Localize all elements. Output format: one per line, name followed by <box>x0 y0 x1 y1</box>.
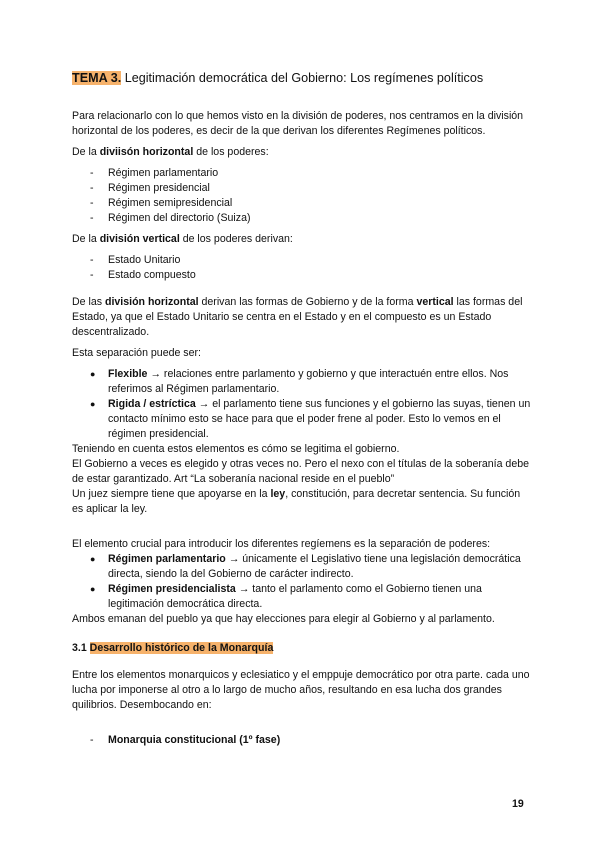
list-item: - Estado compuesto <box>90 269 196 281</box>
list-item: ● Régimen presidencialista → tanto el parlamento como el Gobierno tienen una legitimación democrática directa. <box>90 583 482 610</box>
formas-b1: división horizontal <box>104 296 199 308</box>
item-bold: Régimen parlamentario <box>108 553 226 565</box>
vertical-list <box>72 253 532 283</box>
title-tag: TEMA 3. <box>72 71 122 85</box>
vertical-heading <box>72 232 532 247</box>
item-bold: Rigida / estríctica <box>108 398 196 410</box>
title-text: Legitimación democrática del Gobierno: Los regímenes políticos <box>124 71 484 85</box>
item-text: → únicamente el Legislativo tiene una legislación democrática directa, siendo la del Gobierno de carácter indirecto. <box>108 553 521 580</box>
vertical-bold: división vertical <box>99 233 180 245</box>
list-item-text: Régimen semipresidencial <box>108 197 233 209</box>
vertical-post: de los poderes derivan: <box>179 233 293 245</box>
list-item: - Régimen semipresidencial <box>90 197 233 209</box>
formas-paragraph <box>72 295 532 340</box>
crucial-outro: Ambos emanan del pueblo ya que hay elecciones para elegir al Gobierno y al parlamento. <box>72 613 495 625</box>
monarquia-list <box>72 733 532 748</box>
list-item-text: Estado Unitario <box>108 254 181 266</box>
item-text: → relaciones entre parlamento y gobierno y que interactuén entre ellos. Nos referimos al Régimen parlamentario. <box>108 368 509 395</box>
separacion-list <box>72 367 532 442</box>
intro-paragraph: Para relacionarlo con lo que hemos visto en la división de poderes, nos centramos en la división horizontal de los poderes, es decir de la que derivan los diferentes Regímenes políticos. <box>72 110 524 137</box>
item-text: → el parlamento tiene sus funciones y el gobierno las suyas, tienen un contacto mínimo esto se hace para que el poder frene al poder. Esto lo vemos en el régimen presidencial. <box>108 398 531 440</box>
item-bold: Régimen presidencialista <box>108 583 236 595</box>
horizontal-post: de los poderes: <box>193 146 269 158</box>
list-item: - Régimen parlamentario <box>90 167 219 179</box>
list-item: ● Régimen parlamentario → únicamente el Legislativo tiene una legislación democrática directa, siendo la del Gobierno de carácter indirecto. <box>90 553 521 580</box>
list-item-text: Régimen del directorio (Suiza) <box>108 212 251 224</box>
legitima-line-1: Teniendo en cuenta estos elementos es cómo se legitima el gobierno. <box>72 443 400 455</box>
formas-b2: vertical <box>416 296 454 308</box>
page-content <box>72 70 532 754</box>
list-item: - Régimen del directorio (Suiza) <box>90 212 251 224</box>
formas-t3: las formas del Estado, ya que el Estado Unitario se centra en el Estado y en el compuesto es un Estado descentralizado. <box>72 296 523 338</box>
horizontal-bold: diviisón horizontal <box>99 146 194 158</box>
list-item: ● Flexible → relaciones entre parlamento y gobierno y que interactuén entre ellos. Nos referimos al Régimen parlamentario. <box>90 368 509 395</box>
crucial-list <box>72 552 532 612</box>
page-title <box>72 70 532 87</box>
list-item-text: Monarquia constitucional (1º fase) <box>108 734 281 746</box>
vertical-pre: De la <box>72 233 100 245</box>
list-item-text: Régimen parlamentario <box>108 167 219 179</box>
section-title: Desarrollo histórico de la Monarquía <box>89 642 274 654</box>
horizontal-list <box>72 166 532 226</box>
list-item: ● Rigida / estríctica → el parlamento tiene sus funciones y el gobierno las suyas, tienen un contacto mínimo esto se hace para que el poder frene al poder. Esto lo vemos en el régimen presidencial. <box>90 398 531 440</box>
formas-t1: De las <box>72 296 105 308</box>
section-heading <box>72 641 532 656</box>
list-item: - Régimen presidencial <box>90 182 210 194</box>
legitima-line-2: El Gobierno a veces es elegido y otras veces no. Pero el nexo con el títulas de la soberanía debe de estar garantizado. Art “La soberanía nacional reside en el pueblo” <box>72 458 529 485</box>
item-text: → tanto el parlamento como el Gobierno tienen una legitimación democrática directa. <box>108 583 482 610</box>
page-number: 19 <box>512 798 524 810</box>
separacion-intro: Esta separación puede ser: <box>72 347 201 359</box>
list-item: - Monarquia constitucional (1º fase) <box>90 734 281 746</box>
legitima-a: Un juez siempre tiene que apoyarse en la <box>72 488 271 500</box>
formas-t2: derivan las formas de Gobierno y de la forma <box>198 296 417 308</box>
section-number: 3.1 <box>72 642 90 654</box>
horizontal-heading <box>72 145 532 160</box>
list-item-text: Estado compuesto <box>108 269 196 281</box>
legitima-c: , constitución, para decretar sentencia. Su función es aplicar la ley. <box>72 488 521 515</box>
legitima-line-3 <box>72 487 532 517</box>
item-bold: Flexible <box>108 368 148 380</box>
list-item: - Estado Unitario <box>90 254 181 266</box>
list-item-text: Régimen presidencial <box>108 182 210 194</box>
horizontal-pre: De la <box>72 146 100 158</box>
legitima-b: ley <box>270 488 286 500</box>
crucial-intro: El elemento crucial para introducir los diferentes regíemens es la separación de poderes: <box>72 538 491 550</box>
monarquia-paragraph: Entre los elementos monarquicos y eclesiatico y el emppuje democrático por otra parte. cada uno lucha por imponerse al otro a lo largo de mucho años, resultando en esa lucha dos grandes quilibrios. Desembocando en: <box>72 669 530 711</box>
